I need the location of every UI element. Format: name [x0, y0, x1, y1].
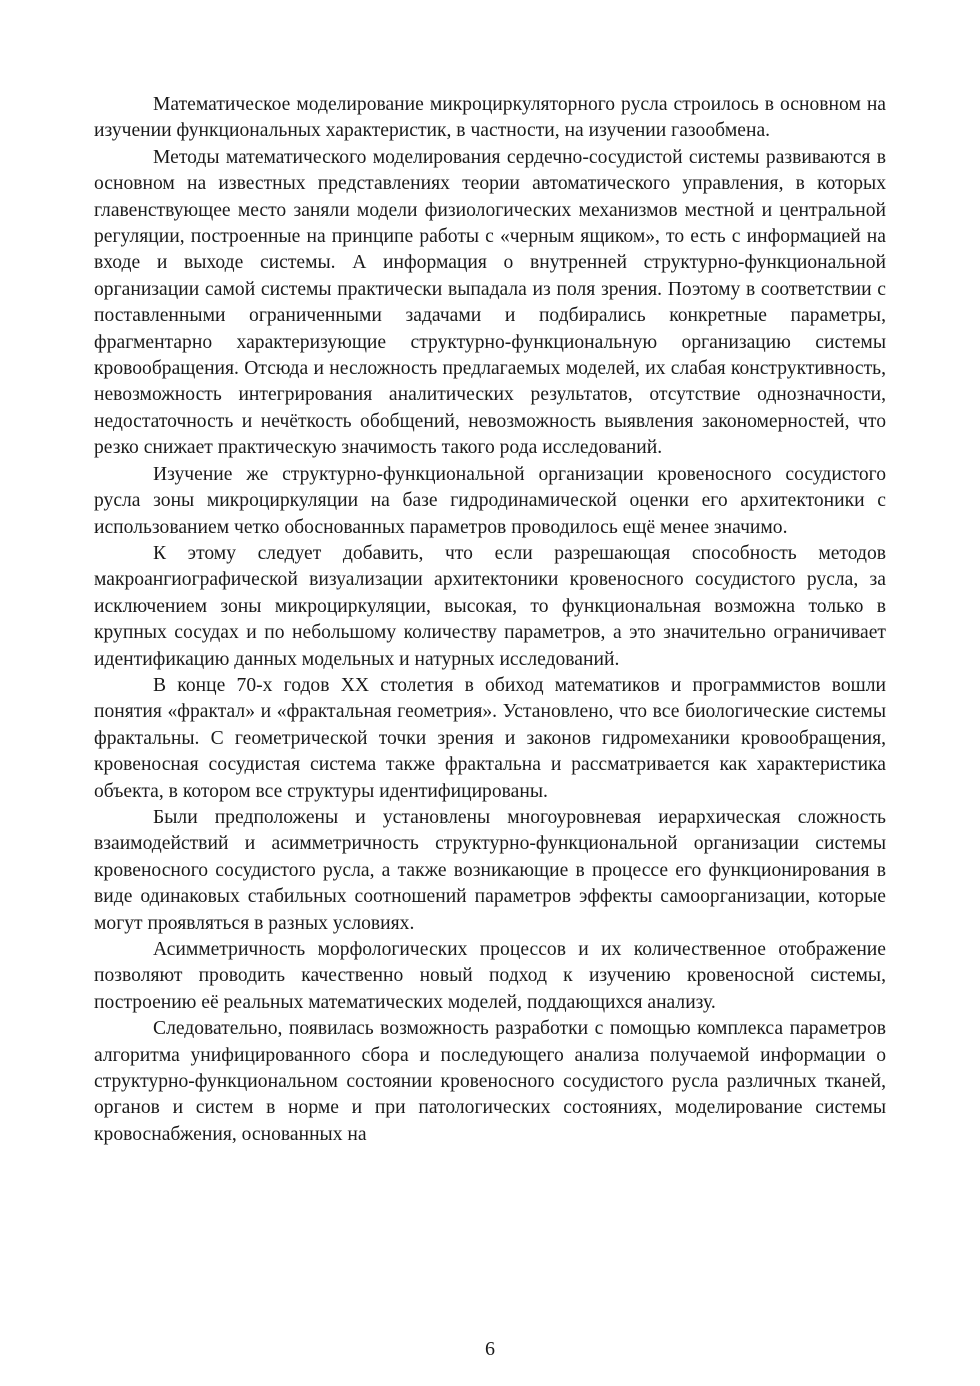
paragraph-8: Следовательно, появилась возможность разработки с помощью комплекса параметров алгоритма унифицированного сбора и последующего анализа получаемой информации о структурно-функциональном состоянии кровеносного сосудистого русла различных тканей, органов и систем в норме и при патологических состояниях, моделирование системы кровоснабжения, основанных на: [94, 1018, 886, 1145]
paragraph-5: В конце 70-х годов XX столетия в обиход математиков и программистов вошли понятия «фрактал» и «фрактальная геометрия». Установлено, что все биологические системы фрактальны. С геометрической точки зрения и законов гидромеханики кровообращения, кровеносная сосудистая система также фрактальна и рассматривается как характеристика объекта, в котором все структуры идентифицированы.: [94, 674, 886, 802]
paragraph-1: Математическое моделирование микроциркуляторного русла строилось в основном на изучении функциональных характеристик, в частности, на изучении газообмена.: [94, 94, 886, 142]
paragraph-7: Асимметричность морфологических процессов и их количественное отображение позволяют проводить качественно новый подход к изучению кровеносной системы, построению её реальных математических моделей, поддающихся анализу.: [94, 939, 886, 1013]
paragraph-6: Были предположены и установлены многоуровневая иерархическая сложность взаимодействий и асимметричность структурно-функциональной организации системы кровеносного сосудистого русла, а также возникающие в процессе его функционирования в виде одинаковых стабильных соотношений параметров эффекты самоорганизации, которые могут проявляться в разных условиях.: [94, 806, 886, 934]
paragraph-3: Изучение же структурно-функциональной организации кровеносного сосудистого русла зоны микроциркуляции на базе гидродинамической оценки его архитектоники с использованием четко обоснованных параметров проводилось ещё менее значимо.: [94, 463, 886, 538]
paragraph-2: Методы математического моделирования сердечно-сосудистой системы развиваются в основном на известных представлениях теории автоматического управления, в которых главенствующее место заняли модели физиологических механизмов местной и центральной регуляции, построенные на принципе работы с «черным ящиком», то есть с информацией на входе и выходе системы. А информация о внутренней структурно-функциональной организации самой системы практически выпадала из поля зрения. Поэтому в соответствии с поставленными ограниченными задачами и подбирались конкретные параметры, фрагментарно характеризующие структурно-функциональную организацию системы кровообращения. Отсюда и несложность предлагаемых моделей, их слабая конструктивность, невозможность интегрирования аналитических результатов, отсутствие однозначности, недостаточность и нечёткость обобщений, невозможность выявления закономерностей, что резко снижает практическую значимость такого рода исследований.: [94, 146, 886, 459]
document-body: [94, 92, 886, 1148]
paragraph-4: К этому следует добавить, что если разрешающая способность методов макроангиографической визуализации архитектоники кровеносного сосудистого русла, за исключением зоны микроциркуляции, высокая, то функциональная возможна только в крупных сосудах и по небольшому количеству параметров, а это значительно ограничивает идентификацию данных модельных и натурных исследований.: [94, 542, 886, 670]
page-number: 6: [485, 1338, 495, 1360]
